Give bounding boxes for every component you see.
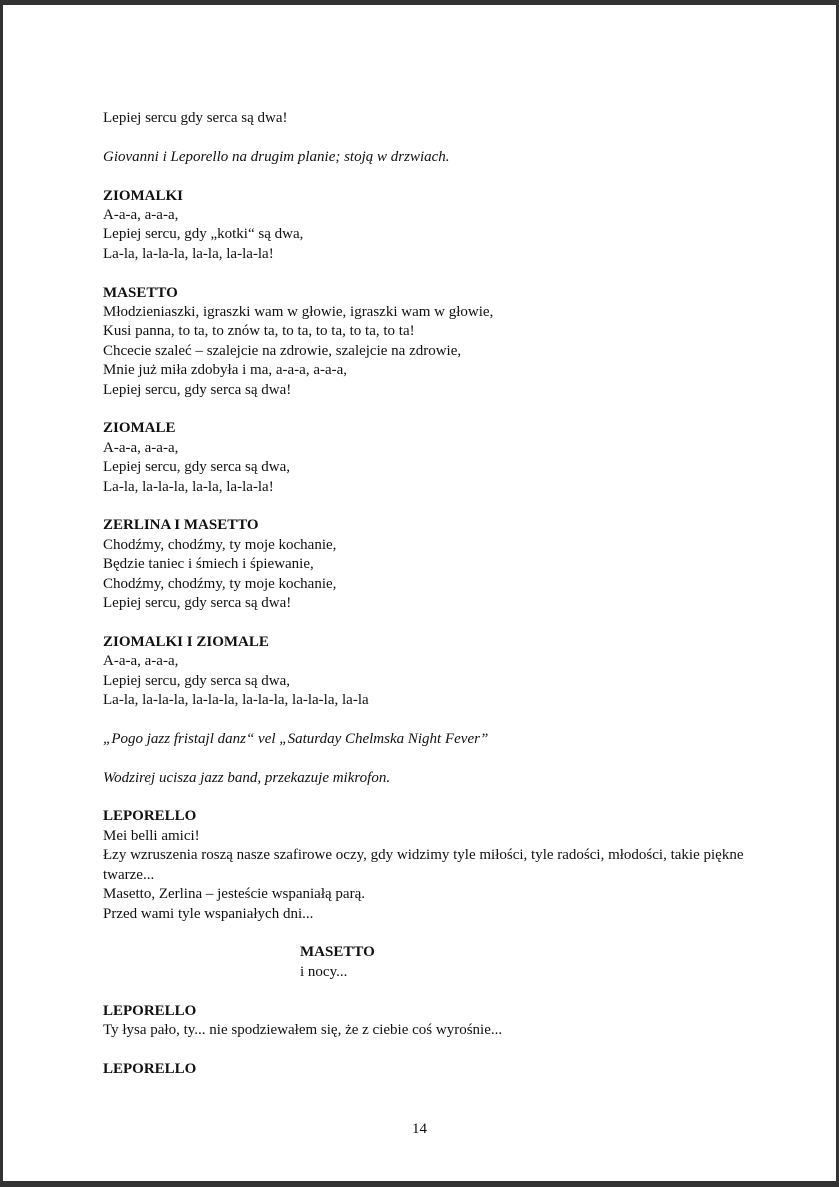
dialogue-line: La-la, la-la-la, la-la-la, la-la-la, la-la-la, la-la bbox=[103, 692, 369, 709]
block-gap bbox=[103, 400, 753, 419]
dialogue-line: Kusi panna, to ta, to znów ta, to ta, to ta, to ta, to ta! bbox=[103, 323, 415, 340]
dialogue-line: Lepiej sercu, gdy serca są dwa! bbox=[103, 381, 292, 398]
block-gap bbox=[103, 711, 753, 730]
block-gap bbox=[103, 924, 753, 943]
block-gap bbox=[103, 1040, 753, 1059]
script-text bbox=[103, 109, 753, 1079]
dialogue-line: La-la, la-la-la, la-la, la-la-la! bbox=[103, 245, 274, 262]
dialogue-line: A-a-a, a-a-a, bbox=[103, 653, 179, 670]
dialogue-line: La-la, la-la-la, la-la, la-la-la! bbox=[103, 478, 274, 495]
speaker-name: MASETTO bbox=[300, 944, 375, 961]
text-block bbox=[103, 109, 753, 128]
speaker-name: LEPORELLO bbox=[103, 808, 197, 825]
dialogue-line: Będzie taniec i śmiech i śpiewanie, bbox=[103, 556, 314, 573]
dialogue-line: Lepiej sercu gdy serca są dwa! bbox=[103, 110, 288, 126]
dialogue-line: Lepiej sercu, gdy serca są dwa! bbox=[103, 595, 292, 612]
block-gap bbox=[103, 497, 753, 516]
dialogue-line: Chodźmy, chodźmy, ty moje kochanie, bbox=[103, 575, 337, 592]
speaker-name: ZIOMALKI I ZIOMALE bbox=[103, 633, 269, 650]
dialogue-line: Chodźmy, chodźmy, ty moje kochanie, bbox=[103, 536, 337, 553]
block-gap bbox=[103, 982, 753, 1001]
dialogue-line: Mnie już miła zdobyła i ma, a-a-a, a-a-a, bbox=[103, 362, 348, 379]
dialogue-line: Lepiej sercu, gdy serca są dwa, bbox=[103, 459, 291, 476]
dialogue-block bbox=[103, 1002, 753, 1041]
stage-direction: „Pogo jazz fristajl danz“ vel „Saturday Chelmska Night Fever” bbox=[103, 730, 489, 747]
dialogue-block bbox=[103, 633, 753, 711]
block-gap bbox=[103, 788, 753, 807]
dialogue-block bbox=[103, 284, 753, 400]
dialogue-line: Przed wami tyle wspaniałych dni... bbox=[103, 905, 314, 922]
dialogue-block bbox=[103, 419, 753, 497]
dialogue-block bbox=[103, 1060, 753, 1079]
dialogue-line: i nocy... bbox=[300, 963, 348, 980]
stage-direction-block bbox=[103, 769, 753, 788]
block-gap bbox=[103, 613, 753, 632]
dialogue-line: Lepiej sercu, gdy serca są dwa, bbox=[103, 672, 291, 689]
dialogue-line: Ty łysa pało, ty... nie spodziewałem się, że z ciebie coś wyrośnie... bbox=[103, 1021, 503, 1038]
stage-direction-block bbox=[103, 148, 753, 167]
dialogue-line: Łzy wzruszenia roszą nasze szafirowe oczy, gdy widzimy tyle miłości, tyle radości, młodości, takie piękne twarze... bbox=[103, 847, 744, 883]
stage-direction: Giovanni i Leporello na drugim planie; stoją w drzwiach. bbox=[103, 148, 450, 165]
block-gap bbox=[103, 167, 753, 186]
dialogue-block bbox=[103, 516, 753, 613]
speaker-name: ZIOMALE bbox=[103, 420, 176, 437]
dialogue-line: Mei belli amici! bbox=[103, 827, 200, 844]
dialogue-line: Lepiej sercu, gdy „kotki“ są dwa, bbox=[103, 226, 304, 243]
dialogue-block bbox=[103, 807, 753, 923]
block-gap bbox=[103, 128, 753, 147]
speaker-name: LEPORELLO bbox=[103, 1002, 197, 1019]
dialogue-line: Chcecie szaleć – szalejcie na zdrowie, szalejcie na zdrowie, bbox=[103, 342, 462, 359]
block-gap bbox=[103, 264, 753, 283]
dialogue-line: A-a-a, a-a-a, bbox=[103, 207, 179, 223]
dialogue-line: A-a-a, a-a-a, bbox=[103, 439, 179, 456]
stage-direction-block bbox=[103, 730, 753, 749]
speaker-name: LEPORELLO bbox=[103, 1060, 197, 1077]
stage-direction: Wodzirej ucisza jazz band, przekazuje mikrofon. bbox=[103, 769, 391, 786]
speaker-name: ZERLINA I MASETTO bbox=[103, 517, 259, 534]
dialogue-block bbox=[103, 943, 753, 982]
dialogue-line: Młodzieniaszki, igraszki wam w głowie, igraszki wam w głowie, bbox=[103, 304, 494, 321]
block-gap bbox=[103, 749, 753, 768]
dialogue-block bbox=[103, 187, 753, 265]
speaker-name: ZIOMALKI bbox=[103, 187, 184, 204]
speaker-name: MASETTO bbox=[103, 284, 178, 301]
page-number: 14 bbox=[412, 1121, 427, 1137]
dialogue-line: Masetto, Zerlina – jesteście wspaniałą parą. bbox=[103, 886, 365, 903]
